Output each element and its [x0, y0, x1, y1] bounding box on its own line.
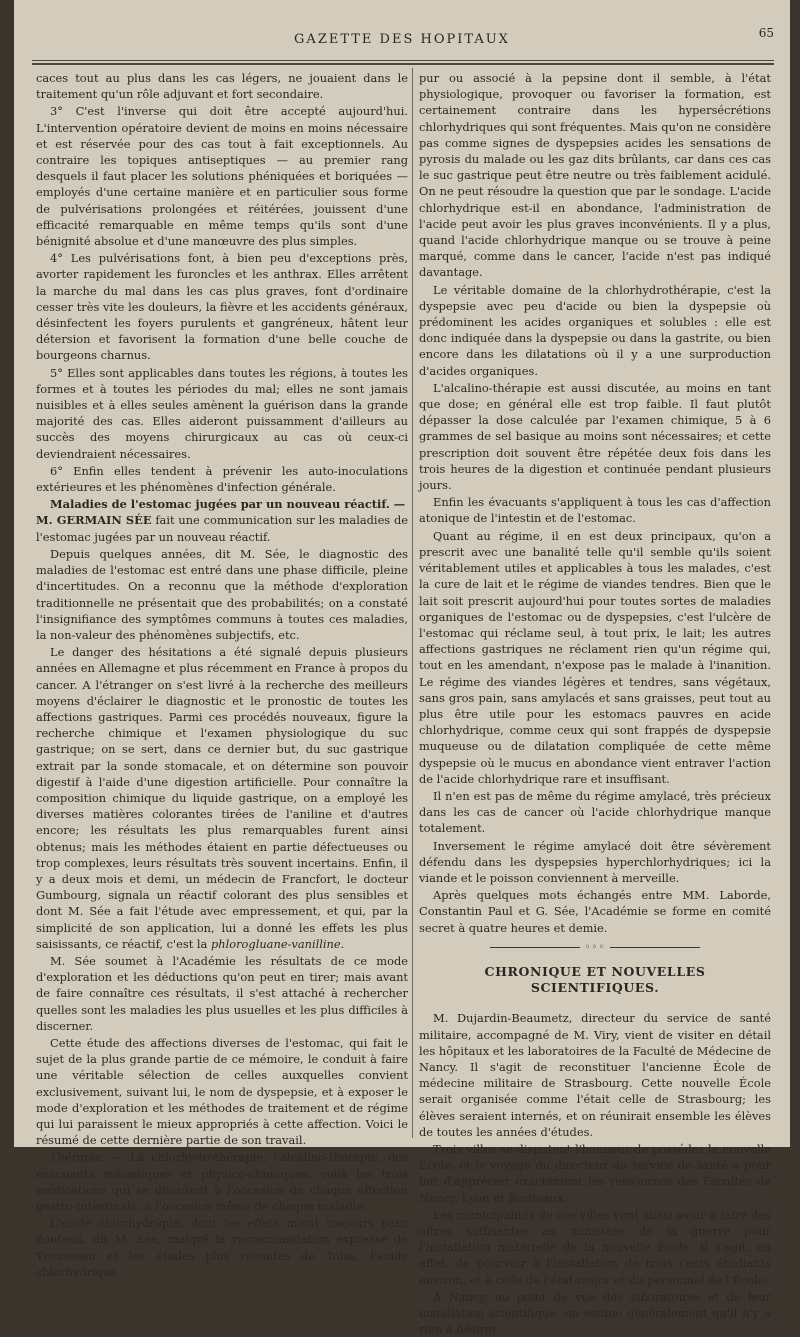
article-heading: Maladies de l'estomac jugées par un nouveau réactif. — — [50, 497, 406, 512]
paragraph: M. Dujardin-Beaumetz, directeur du service de santé militaire, accompagné de M. Viry, vient de visiter en détail les hôpitaux et les laboratoires de la Faculté de Médecine de Nancy. Il s'agit de reconstituer l'ancienne École de médecine militaire de Strasbourg. Cette nouvelle École serait organisée comme l'était celle de Strasbourg; les élèves seraient internés, et on réunirait ensemble les élèves de toutes les années d'études. — [419, 1011, 771, 1139]
right-column — [419, 70, 771, 1337]
article-author: M. GERMAIN SÉE — [36, 513, 152, 528]
paragraph: A Nancy, au point de vue des laboratoires et de leur installation scientifique, on estime généralement qu'il n'y a rien à désirer. — [419, 1289, 771, 1337]
paragraph: Trois villes se disputent l'honneur de posséder la nouvelle École, et le voyage du directeur du service de santé a pour but d'apprécier exactement les ressources des Facultés de Nancy, Lyon et Bordeaux. — [419, 1142, 771, 1205]
reagent-name: phlorogluane-vanilline. — [210, 936, 345, 951]
paragraph: Inversement le régime amylacé doit être sévèrement défendu dans les dyspepsies hyperchlorhydriques; ici la viande et le poisson conviennent à merveille. — [419, 838, 771, 885]
paragraph — [36, 1149, 408, 1214]
paragraph-text: Le danger des hésitations a été signalé depuis plusieurs années en Allemagne et plus récemment en France à propos du cancer. A l'étranger on s'est livré à la recherche des meilleurs moyens d'éclairer le diagnostic et le pronostic de toutes les affections gastriques. Parmi ces procédés nouveaux, figure la recherche chimique et l'examen physiologique du suc gastrique; on se sert, dans ce dernier but, du suc gastrique extrait par la sonde stomacale, et on détermine son pouvoir digestif à l'aide d'une digestion artificielle. Pour connaître la composition chimique du liquide gastrique, on a employé les diverses matières colorantes tirées de l'aniline et d'autres encore; les résultats les plus remarquables furent ainsi obtenus; mais les méthodes étaient en partie défectueuses ou trop complexes, leurs résultats très souvent incertains. Enfin, il y a deux mois et demi, un médecin de Francfort, le docteur Gumbourg, signala un réactif colorant des plus sensibles et dont M. Sée a fait l'étude avec empressement, et qui, par la simplicité de son application, lui a donné les effets les plus saisissants, ce réactif, c'est la — [36, 645, 408, 951]
paragraph: Depuis quelques années, dit M. Sée, le diagnostic des maladies de l'estomac est entré dans une phase difficile, pleine d'incertitudes. On a reconnu que la méthode d'exploration traditionnelle ne présentait que des probabilités; on a constaté l'insignifiance des symptômes communs à toutes ces maladies, la non-valeur des phénomènes subjectifs, etc. — [36, 546, 408, 642]
header-rule — [32, 60, 774, 65]
paragraph: pur ou associé à la pepsine dont il semble, à l'état physiologique, provoquer ou favoriser la formation, est certainement contraire dans les hypersécrétions chlorhydriques qui sont fréquentes. Mais qu'on ne considère pas comme signes de dyspepsies acides les sensations de pyrosis du malade ou les gaz dits brûlants, car dans ces cas le suc gastrique peut être neutre ou très faiblement acidulé. On ne peut résoudre la question que par le sondage. L'acide chlorhydrique est-il en abondance, l'administration de l'acide peut avoir les plus graves inconvénients. Il y a plus, quand l'acide chlorhydrique manque ou se trouve à peine marqué, comme dans le cancer, l'acide n'est pas indiqué davantage. — [419, 71, 771, 280]
paragraph: Cette étude des affections diverses de l'estomac, qui fait le sujet de la plus grande partie de ce mémoire, le conduit à faire une véritable sélection de celles auxquelles convient exclusivement, suivant lui, le nom de dyspepsie, et à exposer le mode d'exploration et les méthodes de traitement et de régime qui lui paraissent le mieux appropriés à cette affection. Voici le résumé de cette dernière partie de son travail. — [36, 1035, 408, 1148]
left-column — [36, 70, 408, 1279]
paragraph: L'acide chlorhydrique, dont les effets m'ont toujours paru douteux, dit M. Sée, malgré la recommandation expresse de Trousseau et les études plus récentes de Tolsa, l'acide chlorhydrique — [36, 1216, 408, 1279]
paragraph: caces tout au plus dans les cas légers, ne jouaient dans le traitement qu'un rôle adjuvant et fort secondaire. — [36, 71, 408, 102]
section-title: CHRONIQUE ET NOUVELLES SCIENTIFIQUES. — [484, 963, 706, 996]
paragraph-text: — La chlorhydrothérapie, l'alcalino-thérapie, des évacuants mécaniques et physico-chimiques, voilà les trois médications qui se discutent à l'occasion de chaque affection gastro-intestinale, à l'occasion même de chaque maladie. — [36, 1150, 408, 1214]
article-lead — [36, 496, 408, 545]
newspaper-page — [14, 0, 790, 1337]
paragraph: Les municipalités de ces villes vont aussi avoir à faire des offres suffisantes au ministère de la guerre pour l'installation matérielle de la nouvelle École. Il s'agit, en effet, de pourvoir à l'installation de trois cents étudiants environ, et à celle de l'état-major et du personnel de l'École. — [419, 1207, 771, 1287]
subsection-label: Thérapie. — [50, 1150, 106, 1165]
section-ornament: ◦◦◦ — [419, 940, 771, 956]
paragraph: Quant au régime, il en est deux principaux, qu'on a prescrit avec une banalité telle qu'il semble qu'ils soient véritablement utiles et applicables à tous les malades, c'est la cure de lait et le régime de viandes tendres. Bien que le lait soit prescrit aujourd'hui pour toutes sortes de maladies organiques de l'estomac ou de dyspepsies, c'est l'ulcère de l'estomac qui réclame seul, à tout prix, le lait; les autres affections gastriques ne réclament rien qu'un régime qui, tout en les amendant, n'expose pas le malade à l'inanition. Le régime des viandes légères et tendres, sans végétaux, sans gros pain, sans amylacés et sans graisses, peut tout au plus être utile pour les estomacs pauvres en acide chlorhydrique, comme ceux qui sont frappés de dyspepsie muqueuse ou de dilatation compliquée de cette même dyspepsie où le mucus en abondance vient entraver l'action de l'acide chlorhydrique rare et insuffisant. — [419, 528, 771, 786]
paragraph: M. Sée soumet à l'Académie les résultats de ce mode d'exploration et les déductions qu'on peut en tirer; mais avant de faire connaître ces résultats, il s'est attaché à rechercher quelles sont les maladies les plus usuelles et les plus difficiles à discerner. — [36, 953, 408, 1033]
paragraph: 6° Enfin elles tendent à prévenir les auto-inoculations extérieures et les phénomènes d'infection générale. — [36, 463, 408, 495]
paragraph: L'alcalino-thérapie est aussi discutée, au moins en tant que dose; en général elle est trop faible. Il faut plutôt dépasser la dose calculée par l'examen chimique, 5 à 6 grammes de sel basique au moins sont nécessaires; et cette prescription doit souvent être répétée deux fois dans les trois heures de la digestion et continuée pendant plusieurs jours. — [419, 380, 771, 493]
article-lead-text: fait une communication sur les maladies de l'estomac jugées par un nouveau réactif. — [36, 513, 408, 544]
paragraph: Il n'en est pas de même du régime amylacé, très précieux dans les cas de cancer où l'acide chlorhydrique manque totalement. — [419, 788, 771, 836]
page-header — [14, 22, 790, 52]
column-divider — [412, 68, 413, 1138]
journal-title: GAZETTE DES HOPITAUX — [294, 32, 510, 47]
paragraph: Enfin les évacuants s'appliquent à tous les cas d'affection atonique de l'intestin et de l'estomac. — [419, 495, 771, 526]
page-number: 65 — [758, 26, 774, 40]
paragraph: 4° Les pulvérisations font, à bien peu d'exceptions près, avorter rapidement les furoncles et les anthrax. Elles arrêtent la marche du mal dans les cas plus graves, font d'ordinaire cesser très vite les douleurs, la fièvre et les accidents généraux, désinfectent les foyers purulents et gangréneux, hâtent leur détersion et favorisent la formation d'une belle couche de bourgeons charnus. — [36, 251, 408, 363]
paragraph — [36, 644, 408, 952]
paragraph: 3° C'est l'inverse qui doit être accepté aujourd'hui. L'intervention opératoire devient de moins en moins nécessaire et est réservée pour des cas tout à fait exceptionnels. Au contraire les topiques antiseptiques — au premier rang desquels il faut placer les solutions phéniquées et boriquées — employés d'une certaine manière et en particulier sous forme de pulvérisations prolongées et réitérées, jouissent d'une efficacité remarquable en même temps qu'ils sont d'une bénignité absolue et d'une manœuvre des plus simples. — [36, 104, 408, 249]
paragraph: Après quelques mots échangés entre MM. Laborde, Constantin Paul et G. Sée, l'Académie se forme en comité secret à quatre heures et demie. — [419, 888, 771, 935]
paragraph: Le véritable domaine de la chlorhydrothérapie, c'est la dyspepsie avec peu d'acide ou bien la dyspepsie où prédominent les acides organiques et solubles : elle est donc indiquée dans la dyspepsie ou dans la gastrite, ou bien encore dans les dilatations où il y a une surproduction d'acides organiques. — [419, 282, 771, 378]
paragraph: 5° Elles sont applicables dans toutes les régions, à toutes les formes et à toutes les périodes du mal; elles ne sont jamais nuisibles et à elles seules amènent la guérison dans la grande majorité des cas. Elles aideront puissamment d'ailleurs au succès des moyens chirurgicaux au cas où ceux-ci deviendraient nécessaires. — [36, 365, 408, 461]
